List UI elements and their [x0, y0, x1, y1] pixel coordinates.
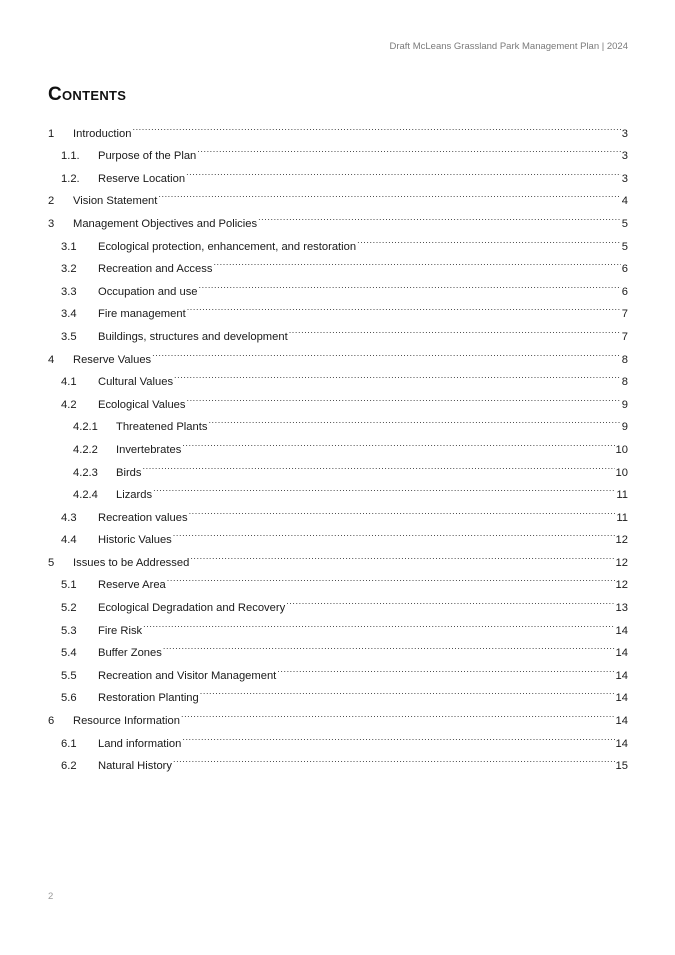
toc-entry-title[interactable]: Recreation and Access [98, 263, 213, 276]
toc-entry-number: 4.2 [61, 398, 77, 411]
toc-entry-page: 6 [621, 285, 628, 298]
toc-dot-leader [189, 498, 616, 521]
toc-entry-page: 4 [621, 195, 628, 208]
toc-dot-leader [286, 588, 614, 611]
toc-dot-leader [289, 317, 621, 340]
toc-entry-number: 5.1 [61, 579, 77, 592]
toc-dot-leader [182, 724, 614, 747]
toc-entry-number: 4.2.2 [73, 443, 98, 456]
toc-entry-title[interactable]: Reserve Values [73, 353, 152, 366]
toc-entry-number: 3 [48, 217, 55, 230]
toc-dot-leader [143, 611, 614, 634]
toc-entry-title[interactable]: Recreation and Visitor Management [98, 669, 277, 682]
toc-entry-page: 5 [621, 240, 628, 253]
toc-entry-page: 11 [616, 489, 628, 502]
toc-entry-page: 3 [621, 127, 628, 140]
toc-dot-leader [132, 114, 620, 137]
toc-entry-page: 3 [621, 172, 628, 185]
toc-entry-title[interactable]: Buildings, structures and development [98, 330, 288, 343]
toc-entry-title[interactable]: Birds [116, 466, 142, 479]
toc-entry-title[interactable]: Fire management [98, 308, 186, 321]
toc-entry-title[interactable]: Resource Information [73, 715, 180, 728]
toc-entry-number: 5.5 [61, 669, 77, 682]
toc-dot-leader [187, 295, 621, 318]
toc-entry-number: 3.3 [61, 285, 77, 298]
toc-entry-title[interactable]: Lizards [116, 489, 153, 502]
toc-entry-title[interactable]: Natural History [98, 760, 172, 773]
toc-entry-number: 1.2. [61, 172, 80, 185]
toc-dot-leader [167, 566, 615, 589]
toc-entry-number: 4.2.1 [73, 421, 98, 434]
toc-entry-page: 3 [621, 150, 628, 163]
toc-dot-leader [186, 385, 620, 408]
toc-entry-title[interactable]: Recreation values [98, 511, 188, 524]
toc-dot-leader [181, 701, 615, 724]
toc-entry-number: 5.3 [61, 624, 77, 637]
toc-dot-leader [153, 476, 615, 499]
toc-entry[interactable] [48, 114, 628, 140]
toc-entry-page: 10 [615, 466, 628, 479]
toc-dot-leader [173, 747, 615, 770]
toc-entry-page: 14 [615, 692, 628, 705]
toc-entry-title[interactable]: Historic Values [98, 534, 172, 547]
toc-entry-title[interactable]: Land information [98, 737, 182, 750]
toc-entry-title[interactable]: Vision Statement [73, 195, 158, 208]
toc-entry-page: 9 [621, 398, 628, 411]
page-header: Draft McLeans Grassland Park Management Plan | 2024 [389, 41, 628, 52]
toc-entry-title[interactable]: Ecological protection, enhancement, and restoration [98, 240, 357, 253]
toc-entry-title[interactable]: Purpose of the Plan [98, 150, 197, 163]
toc-entry-page: 14 [615, 669, 628, 682]
toc-dot-leader [186, 159, 621, 182]
toc-entry-page: 12 [615, 579, 628, 592]
table-of-contents [48, 114, 628, 773]
toc-dot-leader [357, 227, 621, 250]
toc-entry-page: 14 [615, 737, 628, 750]
toc-entry-page: 7 [621, 330, 628, 343]
toc-dot-leader [163, 634, 615, 657]
toc-entry-number: 1 [48, 127, 55, 140]
toc-entry-title[interactable]: Invertebrates [116, 443, 182, 456]
toc-dot-leader [197, 137, 620, 160]
toc-entry-page: 10 [615, 443, 628, 456]
toc-entry-number: 3.2 [61, 263, 77, 276]
toc-entry-page: 5 [621, 217, 628, 230]
toc-entry-number: 4 [48, 353, 55, 366]
toc-entry-title[interactable]: Reserve Area [98, 579, 166, 592]
toc-entry-title[interactable]: Introduction [73, 127, 132, 140]
toc-entry-number: 4.4 [61, 534, 77, 547]
page-number: 2 [48, 891, 54, 902]
toc-entry-title[interactable]: Threatened Plants [116, 421, 208, 434]
toc-dot-leader [213, 250, 620, 273]
toc-dot-leader [143, 453, 615, 476]
toc-dot-leader [173, 521, 615, 544]
toc-entry-title[interactable]: Issues to be Addressed [73, 556, 190, 569]
toc-entry-number: 1.1. [61, 150, 80, 163]
toc-entry-number: 4.1 [61, 376, 77, 389]
toc-entry-title[interactable]: Occupation and use [98, 285, 198, 298]
toc-entry-page: 12 [615, 556, 628, 569]
toc-entry-page: 14 [615, 624, 628, 637]
toc-entry-title[interactable]: Management Objectives and Policies [73, 217, 258, 230]
toc-entry-title[interactable]: Fire Risk [98, 624, 143, 637]
toc-entry-title[interactable]: Buffer Zones [98, 647, 162, 660]
toc-entry-title[interactable]: Ecological Values [98, 398, 186, 411]
toc-entry-page: 7 [621, 308, 628, 321]
toc-entry[interactable] [48, 137, 628, 163]
toc-entry-page: 14 [615, 715, 628, 728]
toc-entry-page: 9 [621, 421, 628, 434]
toc-entry-page: 12 [615, 534, 628, 547]
toc-dot-leader [152, 340, 621, 363]
toc-entry-page: 14 [615, 647, 628, 660]
toc-entry-page: 8 [621, 376, 628, 389]
toc-entry-number: 5 [48, 556, 55, 569]
contents-title: Contents [48, 84, 127, 105]
toc-dot-leader [174, 363, 621, 386]
toc-entry-number: 4.2.4 [73, 489, 98, 502]
toc-entry-page: 6 [621, 263, 628, 276]
toc-entry-title[interactable]: Cultural Values [98, 376, 174, 389]
toc-entry-number: 4.3 [61, 511, 77, 524]
toc-entry-number: 3.4 [61, 308, 77, 321]
toc-dot-leader [200, 679, 615, 702]
toc-entry-number: 5.2 [61, 602, 77, 615]
toc-entry-number: 3.5 [61, 330, 77, 343]
toc-entry-title[interactable]: Ecological Degradation and Recovery [98, 602, 286, 615]
toc-dot-leader [158, 182, 620, 205]
toc-entry-number: 2 [48, 195, 55, 208]
toc-dot-leader [258, 204, 621, 227]
toc-entry-title[interactable]: Restoration Planting [98, 692, 199, 705]
toc-dot-leader [208, 408, 620, 431]
toc-entry-page: 13 [615, 602, 628, 615]
toc-dot-leader [277, 656, 614, 679]
toc-entry-number: 6.2 [61, 760, 77, 773]
toc-dot-leader [199, 272, 621, 295]
toc-entry-number: 6.1 [61, 737, 77, 750]
toc-entry-title[interactable]: Reserve Location [98, 172, 186, 185]
toc-entry-page: 11 [616, 511, 628, 524]
toc-entry-number: 6 [48, 715, 55, 728]
toc-dot-leader [182, 430, 614, 453]
toc-dot-leader [190, 543, 614, 566]
toc-entry-number: 3.1 [61, 240, 77, 253]
toc-entry-page: 15 [615, 760, 628, 773]
toc-entry-number: 5.4 [61, 647, 77, 660]
toc-entry-number: 4.2.3 [73, 466, 98, 479]
toc-entry-number: 5.6 [61, 692, 77, 705]
toc-entry-page: 8 [621, 353, 628, 366]
